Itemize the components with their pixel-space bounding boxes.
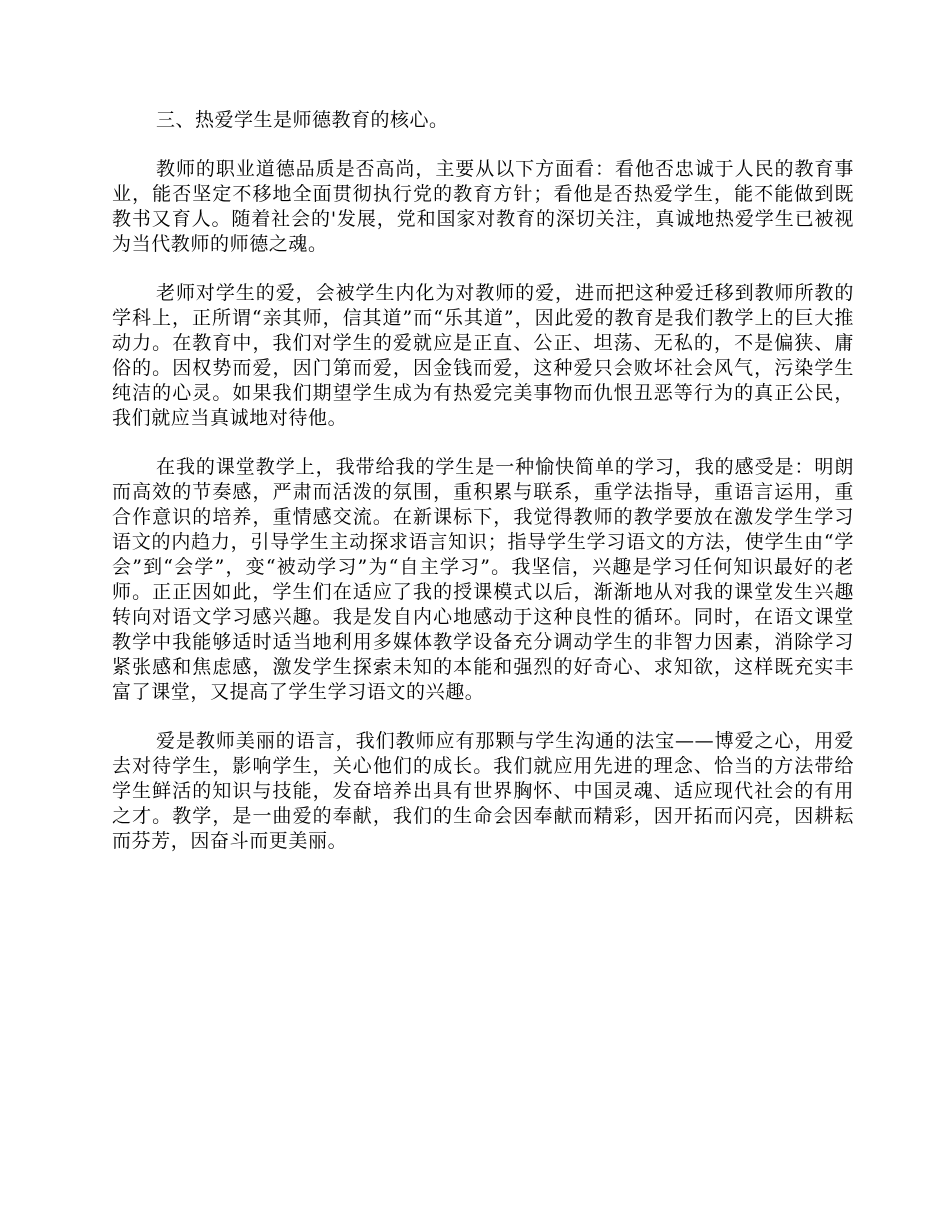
document-body — [112, 108, 854, 878]
paragraph-2: 老师对学生的爱，会被学生内化为对教师的爱，进而把这种爱迁移到教师所教的学科上，正所谓“亲其师，信其道”而“乐其道”，因此爱的教育是我们教学上的巨大推动力。在教育中，我们对学生的爱就应是正直、公正、坦荡、无私的，不是偏狭、庸俗的。因权势而爱，因门第而爱，因金钱而爱，这种爱只会败坏社会风气，污染学生纯洁的心灵。如果我们期望学生成为有热爱完美事物而仇恨丑恶等行为的真正公民，我们就应当真诚地对待他。 — [112, 282, 854, 429]
paragraph-4: 爱是教师美丽的语言，我们教师应有那颗与学生沟通的法宝——博爱之心，用爱去对待学生，影响学生，关心他们的成长。我们就应用先进的理念、恰当的方法带给学生鲜活的知识与技能，发奋培养出具有世界胸怀、中国灵魂、适应现代社会的有用之才。教学，是一曲爱的奉献，我们的生命会因奉献而精彩，因开拓而闪亮，因耕耘而芬芳，因奋斗而更美丽。 — [112, 730, 854, 852]
paragraph-1: 教师的职业道德品质是否高尚，主要从以下方面看：看他否忠诚于人民的教育事业，能否坚定不移地全面贯彻执行党的教育方针；看他是否热爱学生，能不能做到既教书又育人。随着社会的'发展，党和国家对教育的深切关注，真诚地热爱学生已被视为当代教师的师德之魂。 — [112, 158, 854, 255]
section-heading: 三、热爱学生是师德教育的核心。 — [156, 109, 449, 131]
paragraph-3: 在我的课堂教学上，我带给我的学生是一种愉快简单的学习，我的感受是：明朗而高效的节奏感，严肃而活泼的氛围，重积累与联系，重学法指导，重语言运用，重合作意识的培养，重情感交流。在新课标下，我觉得教师的教学要放在激发学生学习语文的内趋力，引导学生主动探求语言知识；指导学生学习语文的方法，使学生由“学会”到“会学”，变“被动学习”为“自主学习”。我坚信，兴趣是学习任何知识最好的老师。正正因如此，学生们在适应了我的授课模式以后，渐渐地从对我的课堂发生兴趣转向对语文学习感兴趣。我是发自内心地感动于这种良性的循环。同时，在语文课堂教学中我能够适时适当地利用多媒体教学设备充分调动学生的非智力因素，消除学习紧张感和焦虑感，激发学生探索未知的本能和强烈的好奇心、求知欲，这样既充实丰富了课堂，又提高了学生学习语文的兴趣。 — [112, 456, 854, 703]
